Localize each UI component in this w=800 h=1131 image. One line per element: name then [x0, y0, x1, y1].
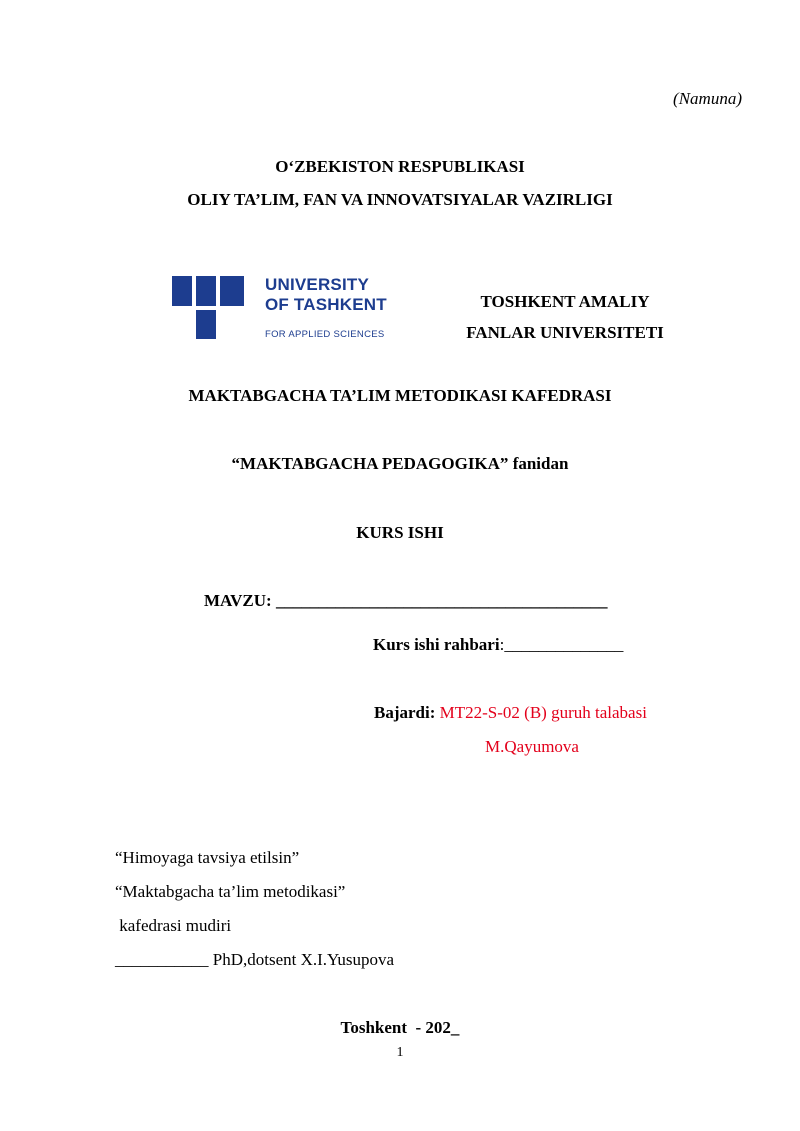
logo-text-line2: OF TASHKENT — [265, 295, 387, 314]
approval-line3: kafedrasi mudiri — [115, 916, 232, 935]
performer-group: MT22-S-02 (B) guruh talabasi — [439, 703, 647, 722]
logo-square-icon — [196, 276, 216, 306]
supervisor-blank: :______________ — [499, 635, 624, 654]
university-name-line2: FANLAR UNIVERSITETI — [466, 323, 664, 342]
university-logo — [172, 276, 387, 342]
performer-label: Bajardi: — [374, 703, 436, 722]
topic-blank: _______________________________________ — [275, 591, 608, 610]
supervisor-line — [373, 635, 623, 655]
subject-name: “MAKTABGACHA PEDAGOGIKA” — [231, 454, 509, 473]
subject-suffix: fanidan — [508, 454, 569, 473]
city-year: Toshkent - 202_ — [340, 1018, 460, 1037]
department-title: MAKTABGACHA TA’LIM METODIKASI KAFEDRASI — [188, 386, 612, 405]
topic-line — [204, 591, 607, 611]
logo-text-line1: UNIVERSITY — [265, 275, 370, 294]
approval-line2: “Maktabgacha ta’lim metodikasi” — [115, 882, 346, 901]
logo-square-icon — [220, 276, 244, 306]
logo-text-line3: FOR APPLIED SCIENCES — [265, 329, 385, 340]
performer-name: M.Qayumova — [485, 737, 579, 756]
work-type-title: KURS ISHI — [356, 523, 444, 542]
approval-signature-line: ___________ PhD,dotsent X.I.Yusupova — [115, 950, 395, 969]
page-number: 1 — [396, 1045, 404, 1060]
ministry-title: OLIY TA’LIM, FAN VA INNOVATSIYALAR VAZIRLIGI — [187, 190, 613, 209]
topic-label: MAVZU: — [204, 591, 272, 610]
performer-line — [374, 703, 647, 723]
subject-line — [0, 454, 800, 474]
logo-square-icon — [196, 310, 216, 339]
logo-square-icon — [172, 276, 192, 306]
university-name-line1: TOSHKENT AMALIY — [480, 292, 650, 311]
approval-line1: “Himoyaga tavsiya etilsin” — [115, 848, 300, 867]
supervisor-label: Kurs ishi rahbari — [373, 635, 500, 654]
republic-title: O‘ZBEKISTON RESPUBLIKASI — [275, 157, 525, 176]
sample-label: (Namuna) — [673, 89, 742, 108]
